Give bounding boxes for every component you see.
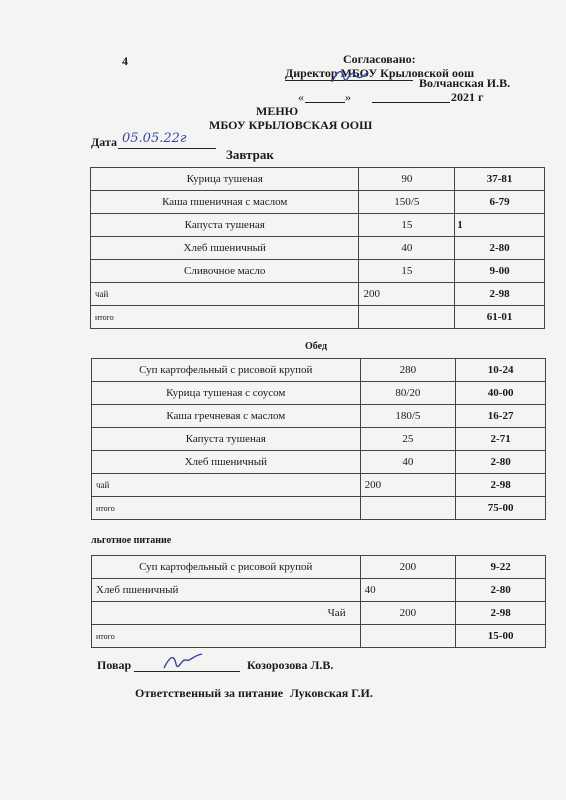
dish-name: Хлеб пшеничный <box>92 579 361 602</box>
dish-name: Капуста тушеная <box>91 214 359 237</box>
dish-price: 2-80 <box>455 237 545 260</box>
dish-qty <box>360 625 456 648</box>
table-row <box>91 191 545 214</box>
dish-name: Курица тушеная <box>91 168 359 191</box>
dish-price: 2-71 <box>456 428 546 451</box>
dish-name: Курица тушеная с соусом <box>92 382 361 405</box>
dish-price: 40-00 <box>456 382 546 405</box>
dish-price: 9-22 <box>456 556 546 579</box>
dish-name: Суп картофельный с рисовой крупой <box>92 359 361 382</box>
dish-name: Каша пшеничная с маслом <box>91 191 359 214</box>
date-label: Дата <box>91 135 117 149</box>
cook-name: Козорозова Л.В. <box>247 658 334 672</box>
approval-director-line: Директор МБОУ Крыловской оош <box>285 66 475 80</box>
dish-qty: 15 <box>359 214 455 237</box>
dish-name: Капуста тушеная <box>92 428 361 451</box>
dish-qty: 200 <box>360 556 456 579</box>
dish-price: 2-80 <box>456 579 546 602</box>
breakfast-title: Завтрак <box>226 147 274 162</box>
menu-title: МЕНЮ <box>256 104 299 118</box>
dish-qty <box>360 497 456 520</box>
total-label: итого <box>91 306 359 329</box>
total-price: 75-00 <box>456 497 546 520</box>
table-row <box>91 260 545 283</box>
preferential-table <box>91 555 546 648</box>
table-row-total <box>91 306 545 329</box>
dish-price: 10-24 <box>456 359 546 382</box>
cook-label: Повар <box>97 658 132 672</box>
total-label: итого <box>92 625 361 648</box>
dish-price: 2-98 <box>455 283 545 306</box>
table-row <box>92 382 546 405</box>
table-row-total <box>92 625 546 648</box>
dish-price: 2-80 <box>456 451 546 474</box>
dish-price: 37-81 <box>455 168 545 191</box>
director-signature <box>330 66 370 88</box>
dish-price: 1 <box>455 214 545 237</box>
date-underline <box>118 148 216 149</box>
table-row <box>92 359 546 382</box>
dish-qty: 200 <box>359 283 455 306</box>
approval-month-line <box>372 102 450 103</box>
dish-name: Каша гречневая с маслом <box>92 405 361 428</box>
page-number: 4 <box>122 54 128 68</box>
approval-year: 2021 г <box>451 90 484 104</box>
dish-qty: 200 <box>360 602 456 625</box>
breakfast-table <box>90 167 545 329</box>
school-name: МБОУ КРЫЛОВСКАЯ ООШ <box>209 118 373 132</box>
date-value: 05.05.22г <box>122 131 187 146</box>
dish-name: Чай <box>92 602 361 625</box>
table-row-total <box>92 497 546 520</box>
dish-price: 2-98 <box>456 474 546 497</box>
table-row <box>92 428 546 451</box>
total-price: 61-01 <box>455 306 545 329</box>
dish-name: Хлеб пшеничный <box>91 237 359 260</box>
table-row <box>92 602 546 625</box>
dish-name: Хлеб пшеничный <box>92 451 361 474</box>
table-row <box>92 579 546 602</box>
table-row <box>91 168 545 191</box>
dish-name: Сливочное масло <box>91 260 359 283</box>
date-open-quote: « <box>298 90 304 104</box>
table-row <box>91 283 545 306</box>
dish-qty: 90 <box>359 168 455 191</box>
approval-title: Согласовано: <box>343 52 416 66</box>
dish-qty: 180/5 <box>360 405 456 428</box>
cook-signature <box>160 650 206 674</box>
table-row <box>92 451 546 474</box>
total-price: 15-00 <box>456 625 546 648</box>
dish-price: 2-98 <box>456 602 546 625</box>
dish-price: 6-79 <box>455 191 545 214</box>
dish-qty: 25 <box>360 428 456 451</box>
table-row <box>92 556 546 579</box>
dish-qty: 150/5 <box>359 191 455 214</box>
preferential-title: льготное питание <box>91 535 172 546</box>
dish-qty: 40 <box>360 451 456 474</box>
dish-name: чай <box>91 283 359 306</box>
responsible-name: Луковская Г.И. <box>290 686 373 700</box>
total-label: итого <box>92 497 361 520</box>
lunch-table <box>91 358 546 520</box>
table-row <box>92 405 546 428</box>
dish-qty: 40 <box>359 237 455 260</box>
dish-qty: 200 <box>360 474 456 497</box>
responsible-label: Ответственный за питание <box>135 686 284 700</box>
dish-qty <box>359 306 455 329</box>
dish-qty: 80/20 <box>360 382 456 405</box>
table-row <box>92 474 546 497</box>
dish-name: Суп картофельный с рисовой крупой <box>92 556 361 579</box>
date-close-quote: » <box>345 90 351 104</box>
dish-name: чай <box>92 474 361 497</box>
dish-price: 16-27 <box>456 405 546 428</box>
table-row <box>91 237 545 260</box>
lunch-title: Обед <box>305 341 328 352</box>
director-name: Волчанская И.В. <box>419 76 511 90</box>
dish-qty: 15 <box>359 260 455 283</box>
dish-qty: 280 <box>360 359 456 382</box>
dish-qty: 40 <box>360 579 456 602</box>
approval-day-line <box>305 102 345 103</box>
dish-price: 9-00 <box>455 260 545 283</box>
table-row <box>91 214 545 237</box>
